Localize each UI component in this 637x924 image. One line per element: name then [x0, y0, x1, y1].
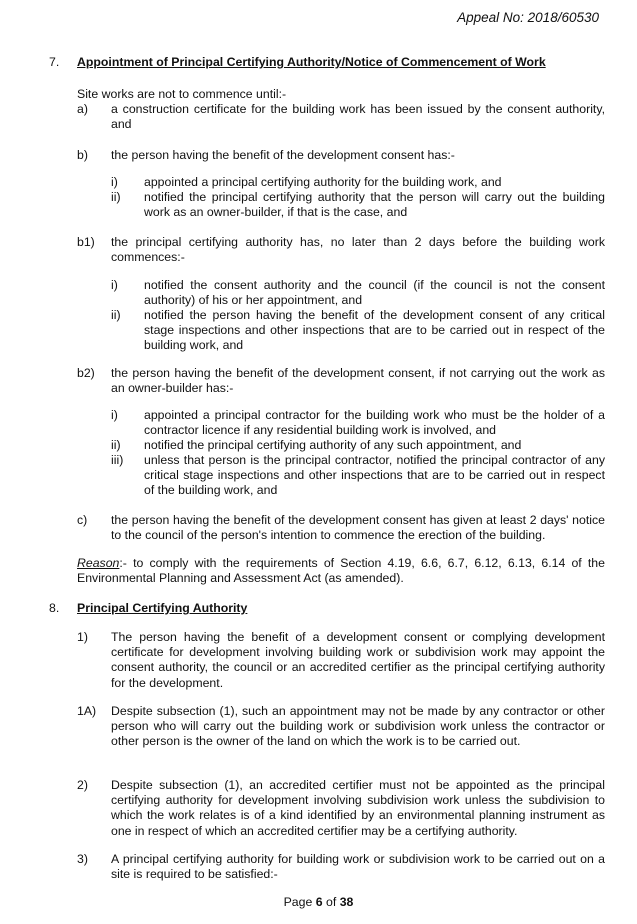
item-b2-label: b2): [77, 366, 95, 380]
item-a-text: a construction certificate for the building work has been issued by the consent authority, and: [111, 102, 605, 132]
item-b-text: the person having the benefit of the development consent has:-: [111, 148, 455, 162]
clause-2-label: 2): [77, 778, 88, 792]
clause-2-text: Despite subsection (1), an accredited certifier must not be appointed as the principal certifying authority for development involving subdivision work unless the subdivision to which the work relates is of a kind identified by an environmental planning instrument as one in respect of which an accredited certifier may be a certifying authority.: [111, 778, 605, 838]
item-c-text: the person having the benefit of the development consent has given at least 2 days' notice to the council of the person's intention to commence the erection of the building.: [111, 513, 605, 543]
page-number: [0, 895, 637, 909]
item-b-ii-label: ii): [111, 190, 121, 204]
item-b-i-text: appointed a principal certifying authority for the building work, and: [144, 175, 502, 189]
reason-label: Reason: [77, 556, 120, 570]
page-of: of: [322, 895, 340, 909]
item-b2-ii-label: ii): [111, 438, 121, 452]
item-b1-ii-label: ii): [111, 308, 121, 322]
section-7-intro: Site works are not to commence until:-: [77, 87, 287, 101]
item-b1-i-text: notified the consent authority and the council (if the council is not the consent authority) of his or her appointment, and: [144, 278, 605, 308]
section-7-title: Appointment of Principal Certifying Authority/Notice of Commencement of Work: [77, 55, 546, 69]
clause-1-label: 1): [77, 630, 88, 644]
section-8-number: 8.: [49, 601, 60, 615]
total-pages: 38: [339, 895, 354, 909]
appeal-number: Appeal No: 2018/60530: [457, 10, 599, 25]
item-b2-iii-label: iii): [111, 453, 124, 467]
clause-1-text: The person having the benefit of a development consent or complying development certificate for development involving building work or subdivision work may appoint the consent authority, the council or an accredited certifier as the principal certifying authority for the development.: [111, 630, 605, 690]
item-b-ii-text: notified the principal certifying authority that the person will carry out the building work as an owner-builder, if that is the case, and: [144, 190, 605, 220]
item-b1-ii-text: notified the person having the benefit of the development consent of any critical stage inspections and other inspections that are to be carried out in respect of the building work, and: [144, 308, 605, 353]
page-prefix: Page: [283, 895, 316, 909]
clause-1a-label: 1A): [77, 704, 97, 718]
item-c-label: c): [77, 513, 88, 527]
clause-3-label: 3): [77, 852, 88, 866]
item-a-label: a): [77, 102, 88, 116]
item-b1-i-label: i): [111, 278, 118, 292]
clause-1a-text: Despite subsection (1), such an appointment may not be made by any contractor or other person who will carry out the building work or subdivision work unless the contractor or other person is the owner of the land on which the work is to be carried out.: [111, 704, 605, 749]
section-7-number: 7.: [49, 55, 60, 69]
item-b2-ii-text: notified the principal certifying authority of any such appointment, and: [144, 438, 522, 452]
item-b-label: b): [77, 148, 88, 162]
section-8-title: Principal Certifying Authority: [77, 601, 248, 615]
item-b-i-label: i): [111, 175, 118, 189]
section-7-reason: [77, 556, 605, 586]
item-b2-i-label: i): [111, 408, 118, 422]
item-b1-text: the principal certifying authority has, no later than 2 days before the building work commences:-: [111, 235, 605, 265]
item-b1-label: b1): [77, 235, 95, 249]
reason-text: :- to comply with the requirements of Section 4.19, 6.6, 6.7, 6.12, 6.13, 6.14 of the Environmental Planning and Assessment Act (as amended).: [77, 556, 605, 586]
item-b2-i-text: appointed a principal contractor for the building work who must be the holder of a contractor licence if any residential building work is involved, and: [144, 408, 605, 438]
clause-3-text: A principal certifying authority for building work or subdivision work to be carried out on a site is required to be satisfied:-: [111, 852, 605, 882]
current-page: 6: [315, 895, 323, 909]
item-b2-text: the person having the benefit of the development consent, if not carrying out the work as an owner-builder has:-: [111, 366, 605, 396]
item-b2-iii-text: unless that person is the principal contractor, notified the principal contractor of any critical stage inspections and other inspections that are to be carried out in respect of the building work, and: [144, 453, 605, 498]
